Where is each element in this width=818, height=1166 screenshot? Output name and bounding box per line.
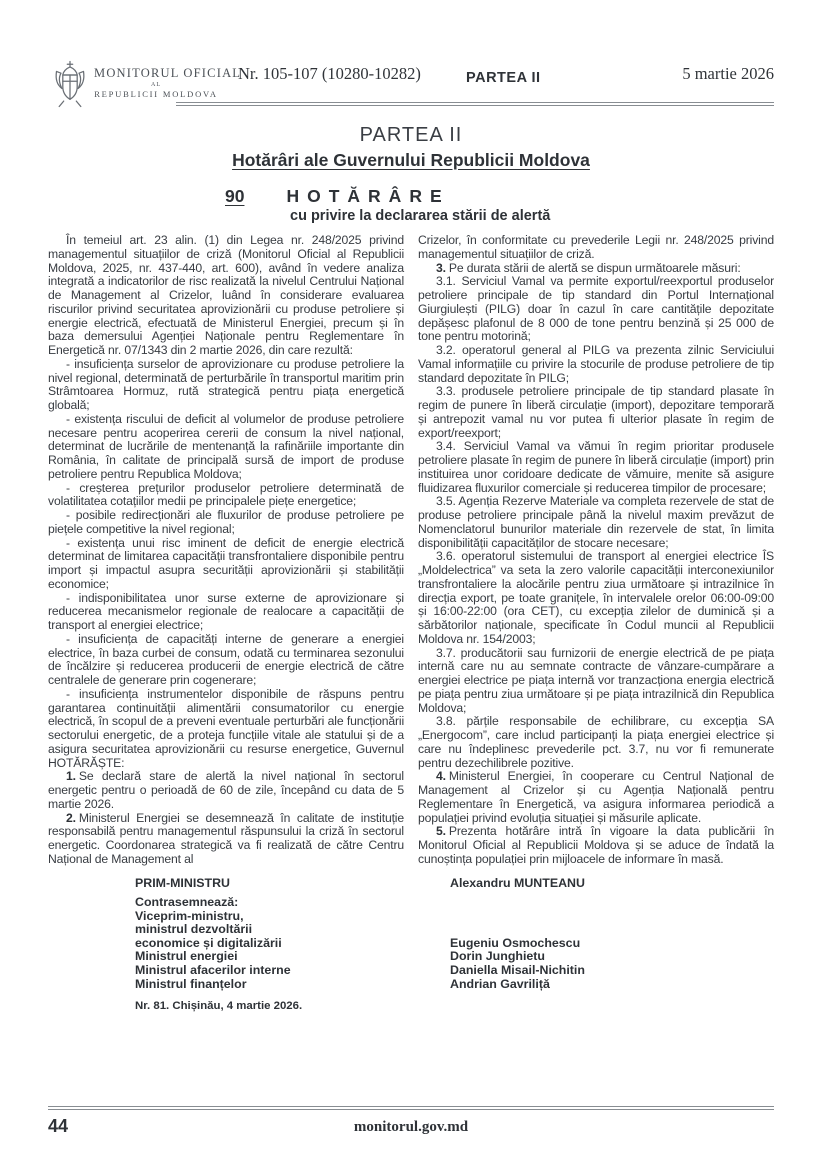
- signature-row: [135, 964, 774, 978]
- paragraph-text: - existența riscului de deficit al volumelor de produse petroliere necesare pentru acoperirea cererii de consum la nivel național, determinat de lucrările de mentenanță la rafinăriile importante din România, în calitate de principală sursă de import de produse petroliere pentru Republica Moldova;: [48, 411, 404, 481]
- decision-number: 90: [225, 186, 245, 206]
- paragraph-text: 3.6. operatorul sistemului de transport al energiei electrice ÎS „Moldelectrica” va seta la zero valorile capacității interconexiunilor transfrontaliere la alocările pentru ziua următoare și intrazilnice în direcția export, pe toate granițele, în intervalele orelor 06:00-09:00 și 16:00-22:00 (ora CET), cu excepția zilelor de duminică și a sărbătorilor naționale, specificate în Codul muncii al Republicii Moldova nr. 154/2003;: [418, 549, 774, 646]
- header-date: 5 martie 2026: [682, 64, 774, 83]
- header-part-label: PARTEA II: [466, 70, 541, 86]
- footer-site: monitorul.gov.md: [353, 1119, 469, 1135]
- signature-title: Contrasemnează:: [135, 895, 239, 910]
- paragraph-text: 3.7. producătorii sau furnizorii de energie electrică de pe piața internă care nu au semnate contracte de vânzare-cumpărare a energiei electrice pe piața internă vor tranzacționa energia electrică pe piața pentru ziua următoare și pe piața intrazilnică din Republica Moldova;: [418, 645, 774, 715]
- paragraph: [418, 715, 774, 770]
- paragraph: [418, 262, 774, 276]
- body-columns: [48, 234, 774, 867]
- signature-title: Ministrul finanțelor: [135, 976, 247, 991]
- paragraph: [48, 812, 404, 867]
- paragraph-text: Prezenta hotărâre intră în vigoare la data publicării în Monitorul Oficial al Republicii Moldova și se aduce de îndată la cunoștința populației prin mijloacele de informare în masă.: [418, 824, 774, 866]
- paragraph: [418, 647, 774, 716]
- signature-row: [135, 978, 774, 992]
- paragraph: [418, 495, 774, 550]
- page-number: 44: [48, 1116, 69, 1136]
- paragraph: [418, 344, 774, 385]
- paragraph: [48, 688, 404, 771]
- paragraph-number: 5.: [436, 824, 446, 839]
- paragraph: [48, 358, 404, 413]
- signature-row: [135, 896, 774, 910]
- paragraph: [418, 275, 774, 344]
- paragraph-text: 3.1. Serviciul Vamal va permite exportul/reexportul produselor petroliere principale de tip standard din Portul Internațional Giurgiulești (PILG) doar în cazul în care cantitățile depozitate depășesc plafonul de 8 000 de tone pentru benzină și 25 000 de tone pentru motorină;: [418, 274, 774, 344]
- paragraph-text: Ministerul Energiei, în cooperare cu Centrul Național de Management al Crizelor și cu Agenția Națională pentru Reglementare în Energetică, va asigura informarea periodică a populației privind evoluția situației și măsurile aplicate.: [418, 769, 774, 825]
- signature-title: ministrul dezvoltării: [135, 922, 253, 937]
- coat-of-arms-icon: [52, 58, 88, 110]
- paragraph-text: - insuficiența surselor de aprovizionare cu produse petroliere la nivel regional, determinată de perturbările în transportul maritim prin Strâmtoarea Hormuz, rută strategică pentru piața energetică globală;: [48, 356, 404, 412]
- paragraph-text: 3.4. Serviciul Vamal va vămui în regim prioritar produsele petroliere plasate în regim de punere în liberă circulație (import) prin instituirea unor coridoare dedicate de vămuire, menite să asigure fluidizarea fluxurilor comerciale și reducerea timpilor de procesare;: [418, 439, 774, 495]
- paragraph: [48, 509, 404, 537]
- signature-title: Viceprim-ministru,: [135, 908, 244, 923]
- paragraph-number: 4.: [436, 769, 446, 784]
- page-header: [48, 58, 774, 112]
- paragraph-text: Se declară stare de alertă la nivel național în sectorul energetic pentru o perioadă de 60 de zile, începând cu data de 5 martie 2026.: [48, 769, 404, 811]
- issue-number: Nr. 105-107 (10280-10282): [238, 64, 421, 83]
- paragraph: [418, 385, 774, 440]
- paragraph-text: 3.3. produsele petroliere principale de tip standard plasate în regim de punere în liberă circulație (import), depozitare temporară și antrepozit vamal nu vor putea fi ulterior plasate în regim de export/reexport;: [418, 384, 774, 440]
- paragraph-text: - insuficiența instrumentelor disponibile de răspuns pentru garantarea continuității alimentării consumatorilor cu energie electrică, în scopul de a preveni eventuale perturbări ale funcționării sectorului energetic, de a proteja funcțiile vitale ale statului și de a asigura securitatea aprovizionării cu resurse energetice, Guvernul HOTĂRĂȘTE:: [48, 686, 404, 770]
- logo-subtitle: REPUBLICII MOLDOVA: [94, 89, 218, 99]
- paragraph-text: - insuficiența de capacități interne de generare a energiei electrice, în baza curbei de consum, odată cu terminarea sezonului de încălzire și reducerea producerii de energie electrică de către centralele de generare prin cogenerare;: [48, 631, 404, 687]
- signature-title: Ministrul energiei: [135, 949, 238, 964]
- paragraph-number: 3.: [436, 260, 446, 275]
- paragraph-number: 1.: [66, 769, 76, 784]
- paragraph: [418, 550, 774, 646]
- footer-row: [48, 1116, 774, 1140]
- signature-name: Eugeniu Osmochescu: [450, 935, 581, 950]
- paragraph: [48, 482, 404, 510]
- paragraph: [48, 537, 404, 592]
- part-title: PARTEA II: [359, 124, 463, 146]
- section-title: Hotărâri ale Guvernului Republicii Moldova: [232, 150, 590, 170]
- signature-name: Dorin Junghietu: [450, 949, 545, 964]
- paragraph: [48, 234, 404, 358]
- signature-row: [135, 877, 774, 891]
- paragraph: [48, 633, 404, 688]
- paragraph-text: - indisponibilitatea unor surse externe de aprovizionare și reducerea mecanismelor regionale de realocare a capacității de transport al energiei electrice;: [48, 590, 404, 632]
- paragraph: [418, 770, 774, 825]
- decision-heading: [225, 186, 774, 207]
- decision-subtitle: cu privire la declararea stării de alertă: [290, 208, 551, 224]
- logo-connector: AL: [151, 82, 161, 88]
- signature-title: economice și digitalizării: [135, 935, 282, 950]
- paragraph-text: 3.8. părțile responsabile de echilibrare, cu excepția SA „Energocom”, care includ participanți la piața energiei electrice și care nu îndeplinesc prevederile pct. 3.7, nu vor fi remunerate pentru dezechilibrele pozitive.: [418, 714, 774, 770]
- page-footer: [48, 1106, 774, 1140]
- signature-row: [135, 910, 774, 924]
- paragraph-text: Ministerul Energiei se desemnează în calitate de instituție responsabilă pentru managementul răspunsului la criză în sectorul energetic. Coordonarea strategică va fi realizată de către Centru Național de Management al: [48, 810, 404, 866]
- paragraph-text: - existența unui risc iminent de deficit de energie electrică determinat de limitarea capacității transfrontaliere disponibile pentru import și impactul asupra securității aprovizionării și stabilității economice;: [48, 535, 404, 591]
- signature-rows: [135, 877, 774, 992]
- paragraph-text: - posibile redirecționări ale fluxurilor de produse petroliere pe piețele competitive la nivel regional;: [48, 508, 404, 536]
- paragraph-text: 3.2. operatorul general al PILG va prezenta zilnic Serviciului Vamal informațiile cu privire la stocurile de produse petroliere de tip standard depozitate în PILG;: [418, 343, 774, 385]
- paragraph: [418, 825, 774, 866]
- paragraph: [48, 592, 404, 633]
- signature-row: [135, 950, 774, 964]
- paragraph: [418, 234, 774, 262]
- signature-row: [135, 937, 774, 951]
- signature-title: PRIM-MINISTRU: [135, 875, 230, 890]
- signature-title: Ministrul afacerilor interne: [135, 963, 291, 978]
- paragraph: [48, 770, 404, 811]
- right-column: [418, 234, 774, 867]
- paragraph-text: 3.5. Agenția Rezerve Materiale va completa rezervele de stat de produse petroliere principale până la nivelul maxim prevăzut de Nomenclatorul bunurilor materiale din rezervele de stat, în limita disponibilității capacităților de stocare necesare;: [418, 494, 774, 550]
- signature-note: Nr. 81. Chișinău, 4 martie 2026.: [135, 1000, 303, 1013]
- paragraph-number: 2.: [66, 810, 76, 825]
- signature-row: [135, 923, 774, 937]
- paragraph-text: Crizelor, în conformitate cu prevederile Legii nr. 248/2025 privind managementul situațiilor de criză.: [418, 233, 774, 261]
- logo-title: MONITORUL OFICIAL: [94, 66, 242, 80]
- signature-name: Daniella Misail-Nichitin: [450, 963, 585, 978]
- signature-name: Andrian Gavriliță: [450, 976, 550, 991]
- signature-block: [48, 877, 774, 1013]
- paragraph-text: În temeiul art. 23 alin. (1) din Legea nr. 248/2025 privind managementul situațiilor de criză (Monitorul Oficial al Republicii Moldova, 2025, nr. 437-440, art. 600), având în vedere analiza integrată a indicatorilor de risc realizată la nivelul Centrului Național de Management al Crizelor, luând în considerare evaluarea riscurilor privind securitatea aprovizionării cu produse petroliere și energie electrică, efectuată de Ministerul Energiei, precum și în baza demersului Agenției Naționale pentru Reglementare în Energetică nr. 07/1343 din 2 martie 2026, din care rezultă:: [48, 233, 404, 357]
- signature-name: Alexandru MUNTEANU: [450, 875, 585, 890]
- decision-type: HOTĂRÂRE: [286, 186, 450, 206]
- footer-divider: [48, 1106, 774, 1110]
- paragraph: [418, 440, 774, 495]
- gazette-logo: [94, 66, 242, 99]
- paragraph-text: - creșterea prețurilor produselor petroliere determinată de volatilitatea cotațiilor medii pe principalele piețe energetice;: [48, 480, 404, 509]
- paragraph: [48, 413, 404, 482]
- header-divider: [176, 102, 774, 106]
- paragraph-text: Pe durata stării de alertă se dispun următoarele măsuri:: [448, 260, 741, 275]
- left-column: [48, 234, 404, 867]
